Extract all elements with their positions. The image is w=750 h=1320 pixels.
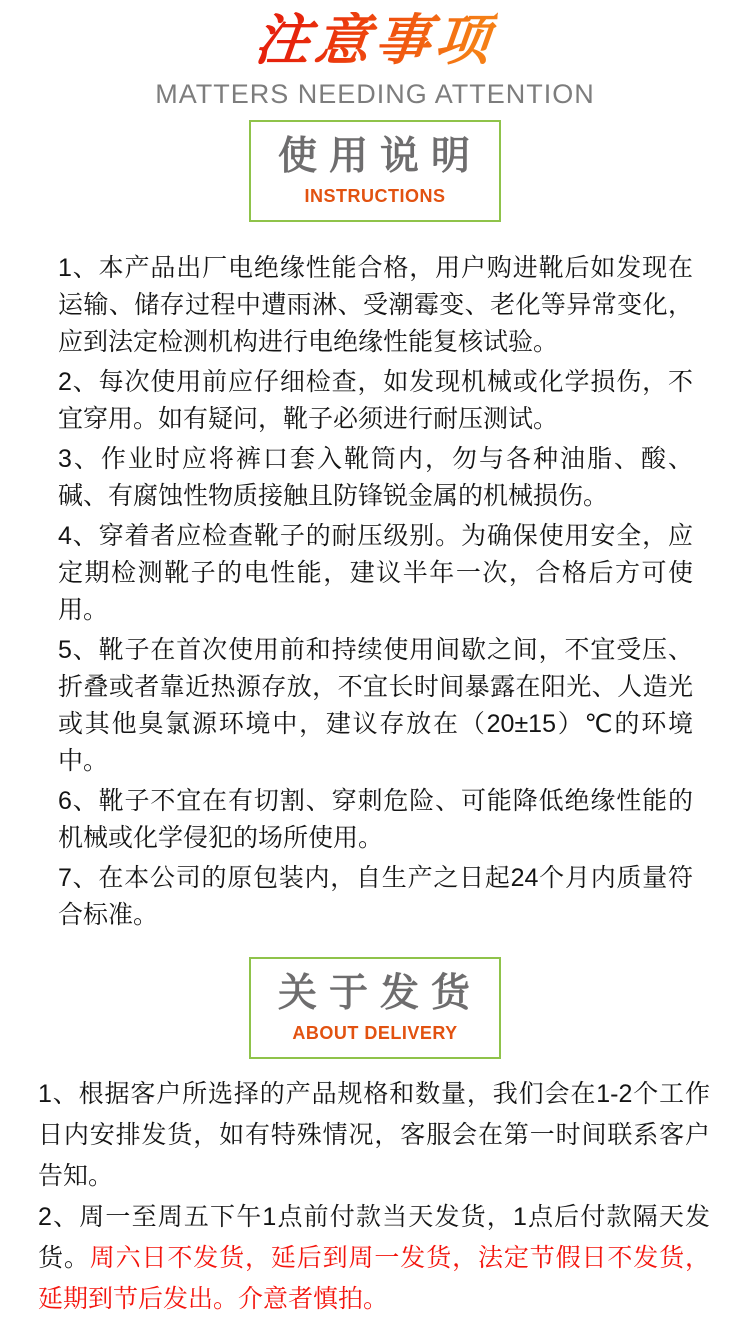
instructions-list <box>58 250 693 934</box>
delivery-heading-en: ABOUT DELIVERY <box>292 1022 458 1043</box>
delivery-list <box>38 1074 710 1320</box>
instruction-item-4: 4、穿着者应检查靴子的耐压级别。为确保使用安全，应定期检测靴子的电性能，建议半年一次，合格后方可使用。 <box>58 521 693 624</box>
instructions-heading-en: INSTRUCTIONS <box>304 185 446 206</box>
delivery-item-2-red: 周六日不发货，延后到周一发货，法定节假日不发货，延期到节后发出。介意者慎拍。 <box>38 1243 710 1313</box>
instruction-item-1: 1、本产品出厂电绝缘性能合格，用户购进靴后如发现在运输、储存过程中遭雨淋、受潮霉变、老化等异常变化，应到法定检测机构进行电绝缘性能复核试验。 <box>58 253 693 356</box>
instruction-item-7: 7、在本公司的原包装内，自生产之日起24个月内质量符合标准。 <box>58 863 693 929</box>
delivery-item-2 <box>38 1197 710 1320</box>
section-badge-delivery <box>249 957 501 1059</box>
delivery-item-2-black: 2、周一至周五下午1点前付款当天发货，1点后付款隔天发货。 <box>38 1202 710 1272</box>
section-badge-instructions <box>249 120 501 222</box>
instructions-heading-cn: 使用说明 <box>277 134 482 178</box>
instruction-item-3: 3、作业时应将裤口套入靴筒内，勿与各种油脂、酸、碱、有腐蚀性物质接触且防锋锐金属的机械损伤。 <box>58 444 693 510</box>
instruction-item-6: 6、靴子不宜在有切割、穿刺危险、可能降低绝缘性能的机械或化学侵犯的场所使用。 <box>58 786 693 852</box>
instruction-item-5: 5、靴子在首次使用前和持续使用间歇之间，不宜受压、折叠或者靠近热源存放，不宜长时间暴露在阳光、人造光或其他臭氯源环境中，建议存放在（20±15）℃的环境中。 <box>58 635 693 775</box>
page-subtitle: MATTERS NEEDING ATTENTION <box>155 78 595 109</box>
delivery-item-1: 1、根据客户所选择的产品规格和数量，我们会在1-2个工作日内安排发货，如有特殊情况，客服会在第一时间联系客户告知。 <box>38 1079 710 1190</box>
instruction-item-2: 2、每次使用前应仔细检查，如发现机械或化学损伤，不宜穿用。如有疑问，靴子必须进行耐压测试。 <box>58 367 693 433</box>
page-header <box>0 0 750 110</box>
delivery-heading-cn: 关于发货 <box>277 971 482 1015</box>
page-title: 注意事项 <box>251 9 499 71</box>
